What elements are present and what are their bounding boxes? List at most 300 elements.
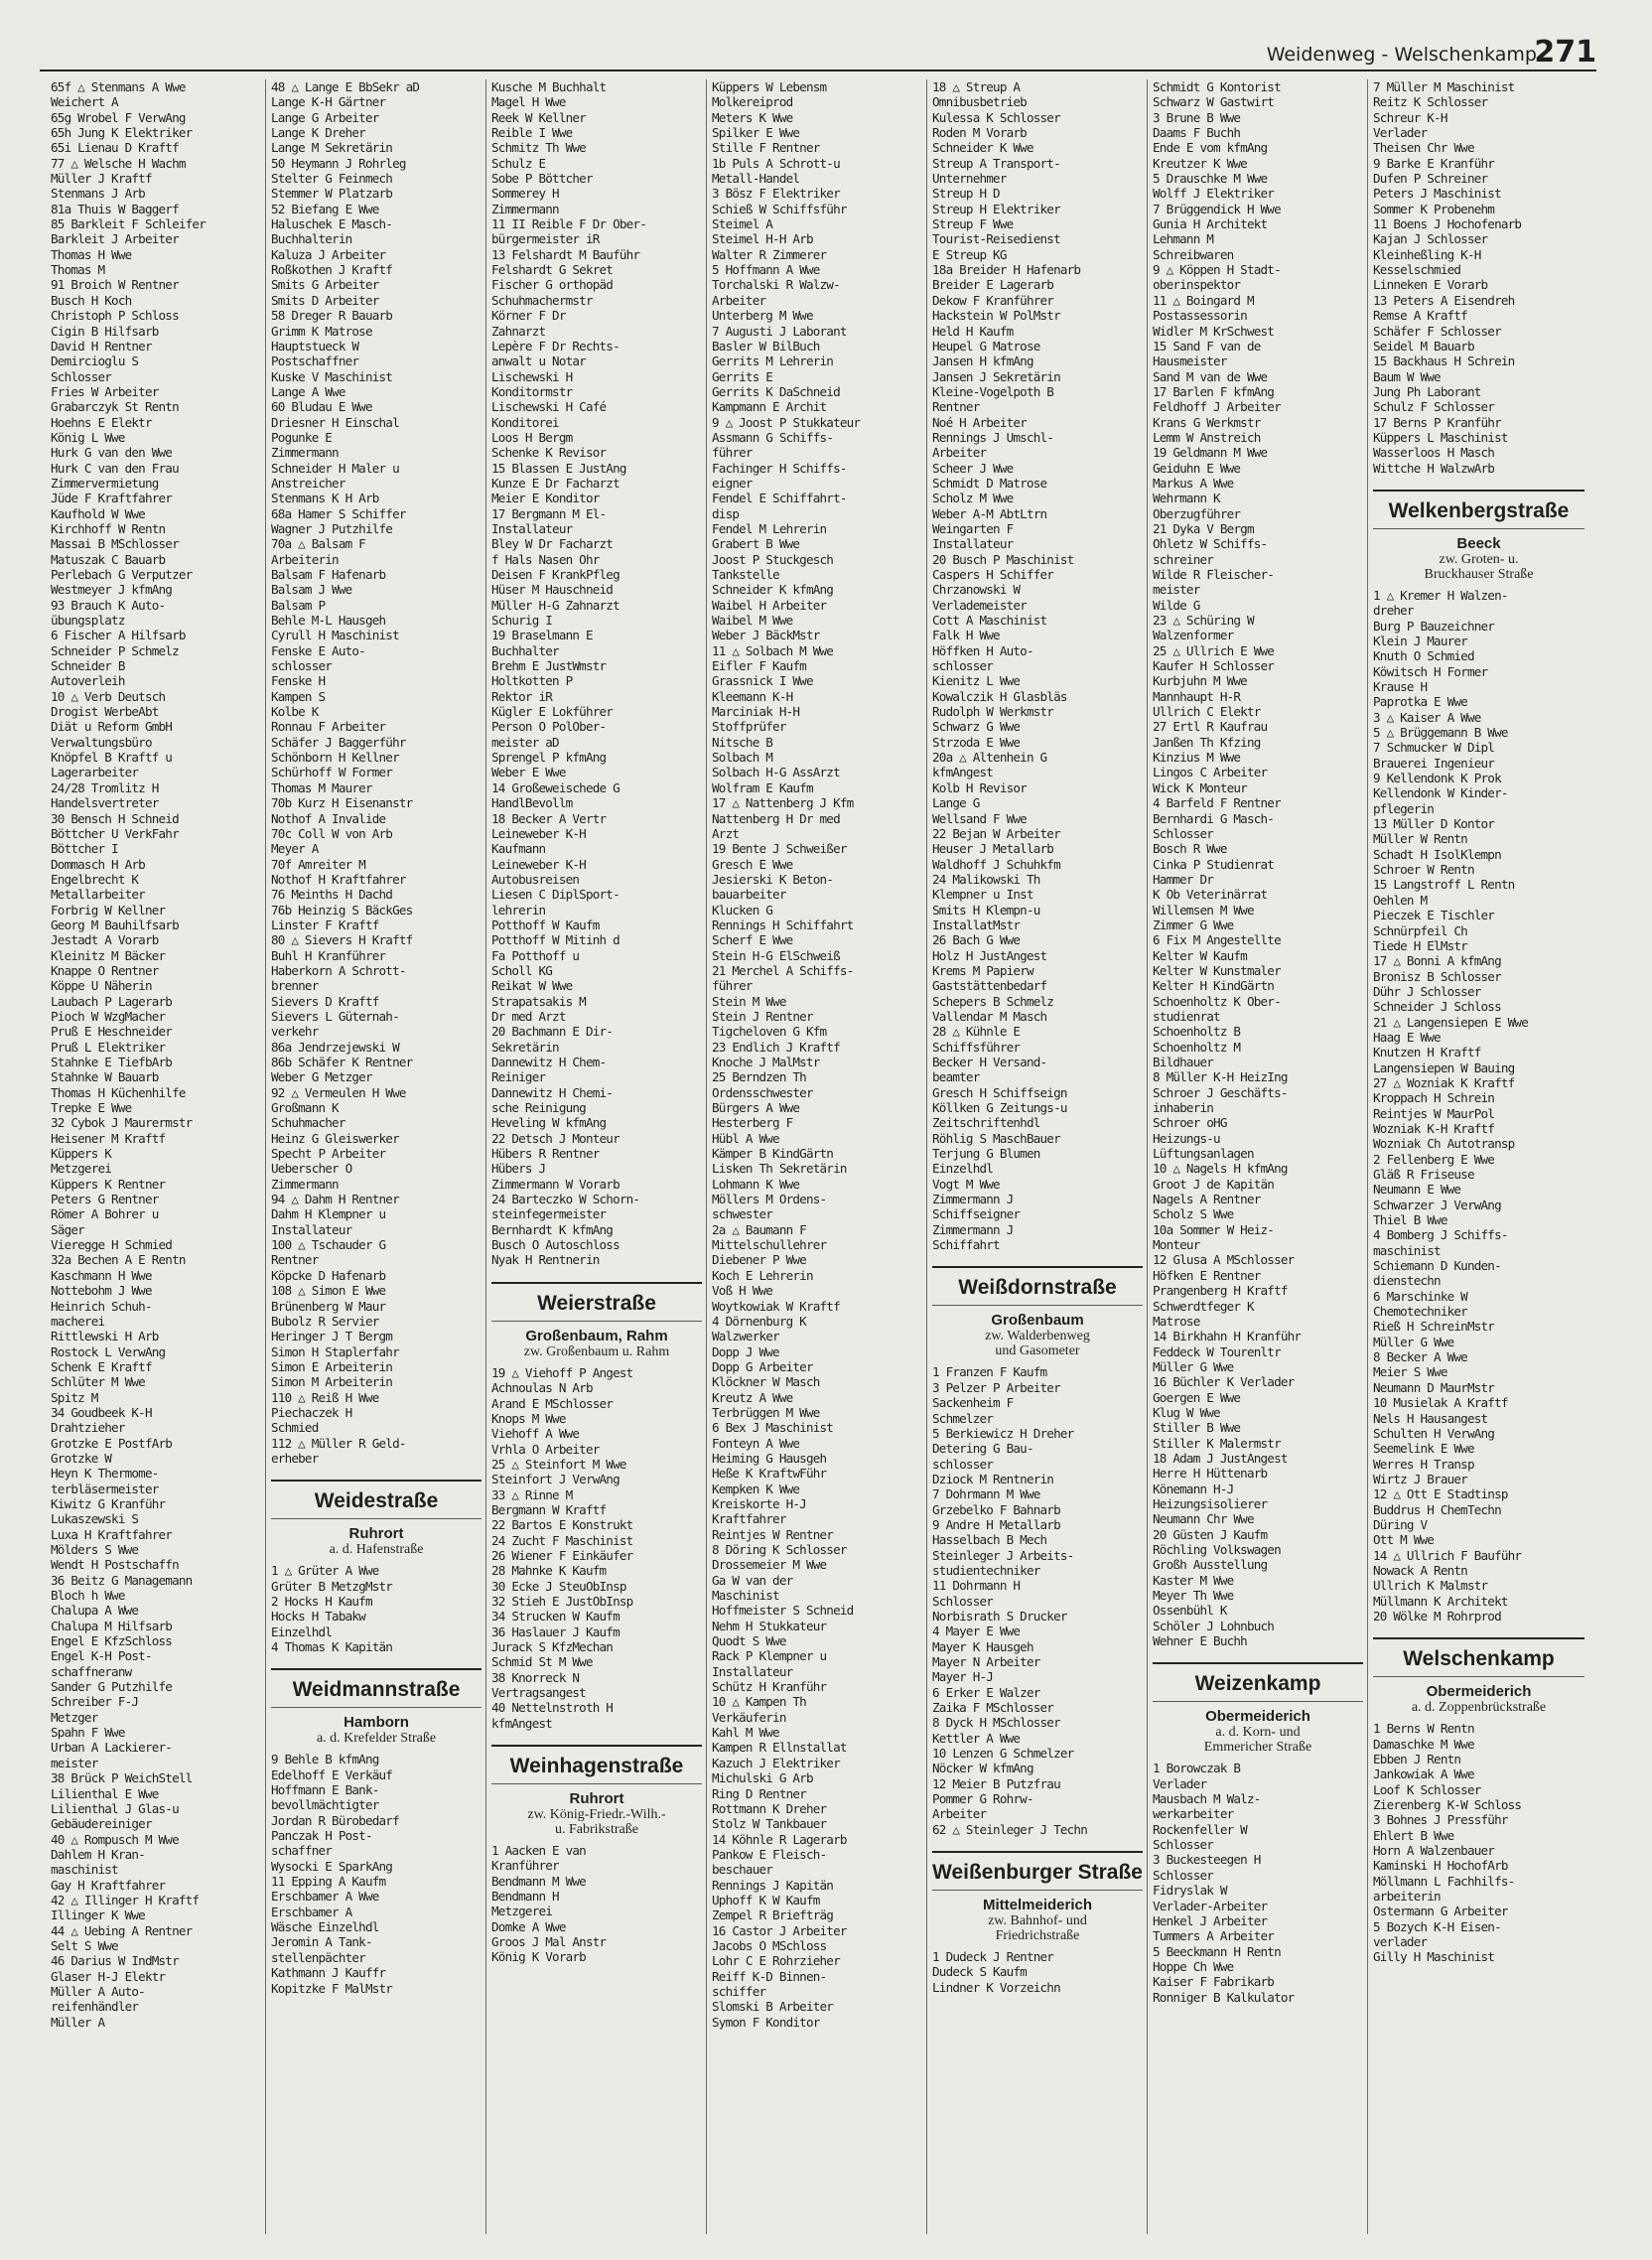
entry-line: 19 Braselmann E — [491, 628, 593, 643]
entry-line: Schmidt D Matrose — [932, 475, 1047, 491]
entry-line: Kuske V Maschinist — [271, 368, 393, 384]
entry-line: 11 Boens J Hochofenarb — [1373, 216, 1522, 232]
entry-line: Düring V — [1373, 1516, 1428, 1532]
entry-line: 110 △ Reiß H Wwe — [271, 1389, 379, 1405]
entry-line: Rottmann K Dreher — [712, 1800, 827, 1816]
entry-line: 22 Bartos E Konstrukt — [491, 1517, 633, 1533]
entry-line: Kowalczik H Glasbläs — [932, 688, 1067, 704]
entry-line: Erschbamer A — [271, 1904, 352, 1919]
entry-line: Schmied — [271, 1420, 319, 1436]
entry-line: 4 Bomberg J Schiffs- — [1373, 1227, 1508, 1243]
directory-column — [927, 79, 1148, 2234]
entry-line: Hoppe Ch Wwe — [1153, 1958, 1234, 1974]
entry-line: schlosser — [271, 658, 333, 674]
entry-line: 52 Biefang E Wwe — [271, 201, 379, 216]
entry-line: 32a Bechen A E Rentn — [51, 1252, 186, 1268]
entry-line: 38 Brück P WeichStell — [51, 1770, 193, 1786]
entry-line: 70a △ Balsam F — [271, 536, 365, 552]
entry-line: bevollmächtigter — [271, 1797, 379, 1813]
entry-line: f Hals Nasen Ohr — [491, 551, 600, 567]
entry-line: Held H Kaufm — [932, 323, 1014, 339]
entry-line: 15 Sand F van de — [1153, 338, 1261, 353]
entry-line: meister — [1153, 582, 1200, 598]
entry-line: Ullrich C Elektr — [1153, 704, 1261, 720]
entry-line: Haberkorn A Schrott- — [271, 962, 406, 978]
entry-line: Kaiser F Fabrikarb — [1153, 1974, 1275, 1990]
entry-line: Linneken E Vorarb — [1373, 277, 1488, 293]
entry-line: Behle M-L Hausgeh — [271, 613, 386, 629]
entry-line: Person O PolOber- — [491, 719, 607, 735]
entry-line: Röhlig S MaschBauer — [932, 1130, 1060, 1146]
entry-line: Dziock M Rentnerin — [932, 1471, 1054, 1486]
entry-line: 5 Drauschke M Wwe — [1153, 171, 1268, 187]
entry-line: 10 Lenzen G Schmelzer — [932, 1746, 1074, 1762]
entry-line: 1 Aacken E van — [491, 1843, 586, 1859]
entry-line: Hackstein W PolMstr — [932, 308, 1060, 324]
entry-line: 20 Bachmann E Dir- — [491, 1024, 614, 1040]
entry-line: Herre H Hüttenarb — [1153, 1466, 1268, 1482]
entry-line: 17 Berns P Kranführ — [1373, 414, 1501, 430]
entry-line: disp — [712, 505, 740, 521]
entry-line: Brünenberg W Maur — [271, 1298, 386, 1314]
entry-line: Dannewitz H Chem- — [491, 1055, 607, 1069]
entry-line: Meyer A — [271, 841, 319, 857]
entry-line: Bendmann M Wwe — [491, 1873, 586, 1889]
entry-line: verkehr — [271, 1024, 319, 1040]
entry-line: 20 Wölke M Rohrprod — [1373, 1608, 1501, 1624]
entry-line: Matrose — [1153, 1313, 1200, 1329]
entry-line: Könemann H-J — [1153, 1481, 1234, 1496]
entry-line: Ebben J Rentn — [1373, 1752, 1461, 1766]
entry-line: Steinleger J Arbeits- — [932, 1547, 1074, 1563]
entry-line: Balsam F Hafenarb — [271, 567, 386, 582]
entry-line: Christoph P Schloss — [51, 308, 179, 324]
entry-line: HandlBevollm — [491, 795, 573, 811]
entry-line: Georg M Bauhilfsarb — [51, 917, 179, 932]
entry-line: Reintjes W Rentner — [712, 1526, 834, 1542]
entry-line: Pankow E Fleisch- — [712, 1846, 827, 1862]
entry-line: Dannewitz H Chemi- — [491, 1084, 614, 1100]
entry-line: Mayer K Hausgeh — [932, 1638, 1033, 1654]
entry-line: Seemelink E Wwe — [1373, 1441, 1474, 1457]
entry-line: Strzoda E Wwe — [932, 734, 1021, 750]
entry-line: Ehlert B Wwe — [1373, 1827, 1454, 1843]
entry-line: Krans G Werkmstr — [1153, 414, 1261, 430]
entry-line: Woytkowiak W Kraftf — [712, 1298, 840, 1314]
entry-line: Rittlewski H Arb — [51, 1329, 159, 1344]
entry-line: Schneider K kfmAng — [712, 582, 834, 598]
entry-line: kfmAngest — [932, 765, 994, 780]
entry-line: 34 Goudbeek K-H — [51, 1404, 152, 1420]
entry-line: Deisen F KrankPfleg — [491, 567, 620, 582]
entry-line: pflegerin — [1373, 800, 1435, 816]
entry-line: Schwarz G Wwe — [932, 719, 1021, 735]
entry-line: Mayer N Arbeiter — [932, 1654, 1040, 1669]
entry-line: Böttcher I — [51, 841, 118, 857]
entry-line: Kroppach H Schrein — [1373, 1090, 1495, 1106]
entry-line: Sommer K Probenehm — [1373, 201, 1495, 216]
entry-line: Reitz K Schlosser — [1373, 94, 1488, 110]
entry-line: 8 Becker A Wwe — [1373, 1349, 1467, 1365]
entry-line: Fendel E Schiffahrt- — [712, 491, 847, 506]
entry-line: 1 △ Kremer H Walzen- — [1373, 587, 1508, 603]
entry-line: Schneider H Maler u — [271, 460, 399, 476]
entry-line: 24 Zucht F Maschinist — [491, 1532, 633, 1548]
entry-line: 8 Müller K-H HeizIng — [1153, 1069, 1288, 1085]
street-heading: Welkenbergstraße — [1373, 490, 1584, 529]
entry-line: Wirtz J Brauer — [1373, 1471, 1467, 1486]
entry-line: Rack P Klempner u — [712, 1648, 827, 1664]
entry-line: Klempner u Inst — [932, 887, 1033, 903]
entry-line: 6 Bex J Maschinist — [712, 1420, 834, 1436]
entry-line: Schwarzer J VerwAng — [1373, 1197, 1501, 1212]
entry-line: Wellsand F Wwe — [932, 810, 1027, 826]
entry-line: Nattenberg H Dr med — [712, 810, 840, 826]
entry-line: Knappe O Rentner — [51, 962, 159, 978]
entry-line: Massai B MSchlosser — [51, 536, 179, 552]
entry-line: Haag E Wwe — [1373, 1029, 1441, 1045]
entry-line: führer — [712, 978, 753, 994]
entry-line: Solbach M — [712, 750, 773, 766]
entry-line: Grabert B Wwe — [712, 536, 800, 552]
entry-line: Basler W BilBuch — [712, 338, 820, 353]
entry-line: Zierenberg K-W Schloss — [1373, 1797, 1522, 1813]
entry-line: Hurk C van den Frau — [51, 460, 179, 476]
entry-line: Liesen C DiplSport- — [491, 887, 620, 903]
entry-line: Schneider K Wwe — [932, 140, 1033, 156]
entry-line: Dekow F Kranführer — [932, 292, 1054, 308]
entry-line: Schlosser — [1153, 825, 1214, 841]
entry-line: Sackenheim F — [932, 1395, 1014, 1411]
entry-line: 20 Busch P Maschinist — [932, 551, 1074, 567]
entry-line: 9 Behle B kfmAng — [271, 1752, 379, 1767]
entry-line: 46 Darius W IndMstr — [51, 1953, 179, 1969]
entry-line: Arzt — [712, 825, 740, 841]
entry-line: Barkleit J Arbeiter — [51, 231, 179, 247]
entry-line: Pommer G Rohrw- — [932, 1791, 1033, 1807]
entry-line: 13 Peters A Eisendreh — [1373, 292, 1515, 308]
entry-line: Lange K Dreher — [271, 125, 365, 141]
entry-line: Reiff K-D Binnen- — [712, 1968, 827, 1984]
entry-line: Cyrull H Maschinist — [271, 628, 399, 643]
entry-line: 19 Geldmann M Wwe — [1153, 445, 1268, 461]
entry-line: Sievers D Kraftf — [271, 993, 379, 1009]
entry-line: Schneider B — [51, 658, 125, 674]
entry-line: Drahtzieher — [51, 1420, 125, 1436]
entry-line: Potthoff W Mitinh d — [491, 932, 620, 948]
entry-line: Nitsche B — [712, 734, 773, 750]
entry-line: Tiede H ElMstr — [1373, 937, 1467, 953]
entry-line: Leineweber K-H — [491, 856, 586, 872]
entry-line: Wilde G — [1153, 597, 1200, 613]
entry-line: 10 △ Verb Deutsch — [51, 688, 166, 704]
entry-line: 6 Fischer A Hilfsarb — [51, 628, 186, 643]
entry-line: Jüde F Kraftfahrer — [51, 491, 173, 506]
entry-line: Edelhoff E Verkäuf — [271, 1766, 393, 1782]
district-name: Obermeiderich — [1426, 1683, 1532, 1701]
entry-line: 4 Dörnenburg K — [712, 1313, 806, 1329]
entry-line: 33 △ Rinne M — [491, 1486, 573, 1502]
entry-line: 24 Malikowski Th — [932, 871, 1040, 887]
entry-line: Wittche H WalzwArb — [1373, 460, 1495, 476]
entry-line: Gresch E Wwe — [712, 856, 793, 872]
entry-line: Kettler A Wwe — [932, 1730, 1021, 1746]
entry-line: Schütz H Kranführ — [712, 1679, 827, 1695]
entry-line: 15 Blassen E JustAng — [491, 460, 626, 476]
entry-line: Stoffprüfer — [712, 719, 786, 735]
entry-line: Kaluza J Arbeiter — [271, 246, 386, 262]
entry-line: Terjung G Blumen — [932, 1146, 1040, 1162]
entry-line: 11 △ Boingard M — [1153, 292, 1254, 308]
entry-line: Böttcher U VerkFahr — [51, 825, 179, 841]
entry-line: Schiemann D Kunden- — [1373, 1258, 1501, 1274]
entry-line: Lemm W Anstreich — [1153, 429, 1261, 445]
directory-column — [707, 79, 927, 2234]
entry-line: Handelsvertreter — [51, 795, 159, 811]
entry-line: Köpcke D Hafenarb — [271, 1267, 386, 1283]
directory-column — [266, 79, 486, 2234]
entry-line: Streup H D — [932, 186, 1000, 202]
entry-line: Zempel R Briefträg — [712, 1907, 834, 1923]
entry-line: Hübers J — [491, 1161, 546, 1177]
street-location-note: a. d. Hafenstraße — [329, 1542, 424, 1558]
entry-line: Dahm H Klempner u — [271, 1206, 386, 1222]
entry-line: Bergmann W Kraftf — [491, 1501, 607, 1517]
entry-line: Hasselbach B Mech — [932, 1532, 1047, 1548]
entry-line: Ossenbühl K — [1153, 1603, 1227, 1619]
entry-line: Ostermann G Arbeiter — [1373, 1904, 1508, 1919]
entry-line: schlosser — [932, 1456, 994, 1472]
entry-line: Röchling Volkswagen — [1153, 1542, 1281, 1557]
entry-line: Chalupa A Wwe — [51, 1603, 139, 1619]
entry-line: Pruß L Elektriker — [51, 1039, 166, 1055]
entry-line: Schulten H VerwAng — [1373, 1425, 1495, 1441]
entry-line: macherei — [51, 1313, 105, 1329]
entry-line: Magel H Wwe — [491, 94, 566, 110]
entry-line: 34 Strucken W Kaufm — [491, 1609, 620, 1624]
entry-line: Schenk E Kraftf — [51, 1358, 152, 1374]
entry-line: Schadt H IsolKlempn — [1373, 846, 1501, 862]
entry-line: Cigin B Hilfsarb — [51, 323, 159, 339]
entry-line: Ronnau F Arbeiter — [271, 719, 386, 735]
entry-line: Pogunke E — [271, 429, 333, 445]
entry-line: 5 Bozych K-H Eisen- — [1373, 1918, 1501, 1934]
entry-line: Kienitz L Wwe — [932, 673, 1021, 689]
entry-line: K Ob Veterinärrat — [1153, 887, 1268, 903]
entry-line: Potthoff W Kaufm — [491, 917, 600, 932]
entry-line: Meier E Konditor — [491, 491, 600, 506]
entry-line: Großmann K — [271, 1100, 339, 1116]
entry-line: Reible I Wwe — [491, 125, 573, 141]
entry-line: Werres H Transp — [1373, 1456, 1474, 1472]
entry-line: Kelter H KindGärtn — [1153, 978, 1275, 994]
entry-line: Cinka P Studienrat — [1153, 856, 1275, 872]
entry-line: Schroer W Rentn — [1373, 862, 1474, 878]
entry-line: Widler M KrSchwest — [1153, 323, 1275, 339]
entry-line: 65i Lienau D Kraftf — [51, 140, 179, 156]
entry-line: Peters J Maschinist — [1373, 186, 1501, 202]
entry-line: 3 Bohnes J Pressführ — [1373, 1812, 1508, 1828]
entry-line: 26 Wiener F Einkäufer — [491, 1547, 633, 1563]
entry-line: Küppers L Maschinist — [1373, 429, 1508, 445]
entry-line: Heupel G Matrose — [932, 338, 1040, 353]
entry-line: Jankowiak A Wwe — [1373, 1766, 1474, 1782]
entry-line: 13 Felshardt M Bauführ — [491, 246, 640, 262]
entry-line: 9 △ Köppen H Stadt- — [1153, 262, 1281, 278]
entry-line: Nottebohm J Wwe — [51, 1283, 152, 1299]
entry-line: Fries W Arbeiter — [51, 383, 159, 399]
entry-line: Jung Ph Laborant — [1373, 383, 1481, 399]
entry-line: Schurig I — [491, 613, 553, 629]
district-name: Beeck — [1456, 534, 1501, 552]
entry-line: 22 Detsch J Monteur — [491, 1130, 620, 1146]
entry-line: Knuth O Schmied — [1373, 648, 1474, 664]
entry-line: Kusche M Buchhalt — [491, 79, 607, 94]
entry-line: Achnoulas N Arb — [491, 1380, 593, 1396]
entry-line: Engel E KfzSchloss — [51, 1633, 173, 1649]
entry-line: Schneider P Schmelz — [51, 642, 179, 658]
entry-line: 19 Bente J Schweißer — [712, 841, 847, 857]
entry-line: 70f Amreiter M — [271, 856, 365, 872]
entry-line: 76 Meinths H Dachd — [271, 887, 393, 903]
street-heading: Weinhagenstraße — [491, 1745, 702, 1784]
entry-line: Mausbach M Walz- — [1153, 1791, 1261, 1807]
entry-line: maschinist — [1373, 1242, 1441, 1258]
entry-line: Kampen R Ellnstallat — [712, 1740, 847, 1756]
entry-line: Kleinheßling K-H — [1373, 246, 1481, 262]
entry-line: 16 Büchler K Verlader — [1153, 1374, 1295, 1390]
entry-line: Bubolz R Servier — [271, 1313, 379, 1329]
entry-line: bürgermeister iR — [491, 231, 600, 247]
entry-line: inhaberin — [1153, 1100, 1214, 1116]
entry-line: Kellendonk W Kinder- — [1373, 785, 1508, 801]
entry-line: Hocks H Tabakw — [271, 1609, 365, 1624]
entry-line: Fa Potthoff u — [491, 947, 580, 963]
entry-line: Schmelzer — [932, 1410, 994, 1426]
directory-column — [486, 79, 707, 2234]
entry-line: Zimmer G Wwe — [1153, 917, 1234, 932]
entry-line: Knoche J MalMstr — [712, 1055, 820, 1069]
entry-line: 23 Endlich J Kraftf — [712, 1039, 840, 1055]
entry-line: Luxa H Kraftfahrer — [51, 1526, 173, 1542]
entry-line: Höfken E Rentner — [1153, 1267, 1261, 1283]
entry-line: Schäfer J Baggerführ — [271, 734, 406, 750]
entry-line: Klug W Wwe — [1153, 1404, 1220, 1420]
entry-line: Lisken Th Sekretärin — [712, 1161, 847, 1177]
entry-line: Konditormstr — [491, 383, 573, 399]
entry-line: Waldhoff J Schuhkfm — [932, 856, 1060, 872]
entry-line: Heinz G Gleiswerker — [271, 1130, 399, 1146]
entry-line: Kreutzer K Wwe — [1153, 155, 1247, 171]
district-name: Mittelmeiderich — [982, 1897, 1093, 1914]
entry-line: Kelter W Kunstmaler — [1153, 962, 1281, 978]
entry-line: anwalt u Notar — [491, 353, 586, 369]
entry-line: Simon H Staplerfahr — [271, 1343, 399, 1359]
entry-line: 100 △ Tschauder G — [271, 1237, 386, 1253]
entry-line: Terbrüggen M Wwe — [712, 1404, 820, 1420]
entry-line: Schiffseigner — [932, 1206, 1021, 1222]
entry-line: Kulessa K Schlosser — [932, 109, 1060, 125]
entry-line: Jesierski K Beton- — [712, 871, 834, 887]
entry-line: Cott A Maschinist — [932, 613, 1047, 629]
running-title: Weidenweg - Welschenkamp — [1266, 44, 1537, 66]
entry-line: 32 Cybok J Maurermstr — [51, 1115, 193, 1131]
entry-line: Vallendar M Masch — [932, 1008, 1047, 1024]
entry-line: Installateur — [712, 1663, 793, 1679]
entry-line: Heringer J T Bergm — [271, 1329, 393, 1344]
entry-line: Roßkothen J Kraftf — [271, 262, 393, 278]
entry-line: Kopitzke F MalMstr — [271, 1980, 393, 1996]
street-location-note: a. d. Zoppenbrückstraße — [1411, 1700, 1547, 1716]
entry-line: 76b Heinzig S BäckGes — [271, 902, 413, 918]
entry-line: 7 Schmucker W Dipl — [1373, 740, 1495, 756]
entry-line: 3 Bösz F Elektriker — [712, 186, 840, 202]
entry-line: Müllmann K Architekt — [1373, 1593, 1508, 1609]
entry-line: Köllken G Zeitungs-u — [932, 1100, 1067, 1116]
entry-line: Gilly H Maschinist — [1373, 1949, 1495, 1965]
entry-line: dreher — [1373, 603, 1414, 619]
entry-line: 14 Köhnle R Lagerarb — [712, 1831, 847, 1847]
entry-line: Lüftungsanlagen — [1153, 1146, 1254, 1162]
entry-line: 58 Dreger R Bauarb — [271, 308, 393, 324]
entry-line: 68a Hamer S Schiffer — [271, 505, 406, 521]
entry-line: Pieczek E Tischler — [1373, 908, 1495, 923]
entry-line: 65g Wrobel F VerwAng — [51, 109, 186, 125]
entry-line: 15 Backhaus H Schrein — [1373, 353, 1515, 369]
entry-line: Schenke K Revisor — [491, 445, 607, 461]
entry-line: bauarbeiter — [712, 887, 786, 903]
entry-line: König K Vorarb — [491, 1949, 586, 1965]
entry-line: Heisener M Kraftf — [51, 1130, 166, 1146]
entry-line: studientechniker — [932, 1562, 1040, 1578]
entry-line: 65h Jung K Elektriker — [51, 125, 193, 141]
entry-line: Westmeyer J kfmAng — [51, 582, 173, 598]
district-name: Großenbaum — [991, 1312, 1084, 1330]
street-heading: Weißdornstraße — [932, 1266, 1143, 1306]
entry-line: Lagerarbeiter — [51, 765, 139, 780]
directory-column — [1148, 79, 1368, 2234]
entry-line: schlosser — [932, 658, 994, 674]
entry-line: beschauer — [712, 1862, 773, 1878]
entry-line: Tummers A Arbeiter — [1153, 1928, 1275, 1944]
entry-line: Remse A Kraftf — [1373, 308, 1467, 324]
entry-line: Omnibusbetrieb — [932, 94, 1027, 110]
entry-line: Streup F Wwe — [932, 216, 1014, 232]
entry-line: Fidryslak W — [1153, 1883, 1227, 1899]
entry-line: Lilienthal E Wwe — [51, 1785, 159, 1801]
entry-line: Lange G — [932, 795, 980, 811]
entry-line: Hauptstueck W — [271, 338, 359, 353]
entry-line: Kirchhoff W Rentn — [51, 520, 166, 536]
entry-line: 21 Merchel A Schiffs- — [712, 962, 854, 978]
entry-line: Waibel M Wwe — [712, 613, 793, 629]
entry-line: Höffken H Auto- — [932, 642, 1033, 658]
entry-line: Walter R Zimmerer — [712, 246, 827, 262]
entry-line: 65f △ Stenmans A Wwe — [51, 79, 186, 94]
entry-line: 12 △ Ott E Stadtinsp — [1373, 1486, 1508, 1502]
entry-line: 7 Dohrmann M Wwe — [932, 1486, 1040, 1502]
entry-line: E Streup KG — [932, 246, 1007, 262]
street-location-note: a. d. Korn- und Emmericher Straße — [1203, 1725, 1312, 1756]
entry-line: Falk H Wwe — [932, 628, 1000, 643]
entry-line: Lange G Arbeiter — [271, 109, 379, 125]
entry-line: Lohr C E Rohrzieher — [712, 1953, 840, 1969]
entry-line: Tankstelle — [712, 567, 779, 582]
entry-line: Hurk G van den Wwe — [51, 445, 173, 461]
entry-line: Sander G Putzhilfe — [51, 1679, 173, 1695]
entry-line: werkarbeiter — [1153, 1806, 1234, 1822]
entry-line: Schäfer F Schlosser — [1373, 323, 1501, 339]
